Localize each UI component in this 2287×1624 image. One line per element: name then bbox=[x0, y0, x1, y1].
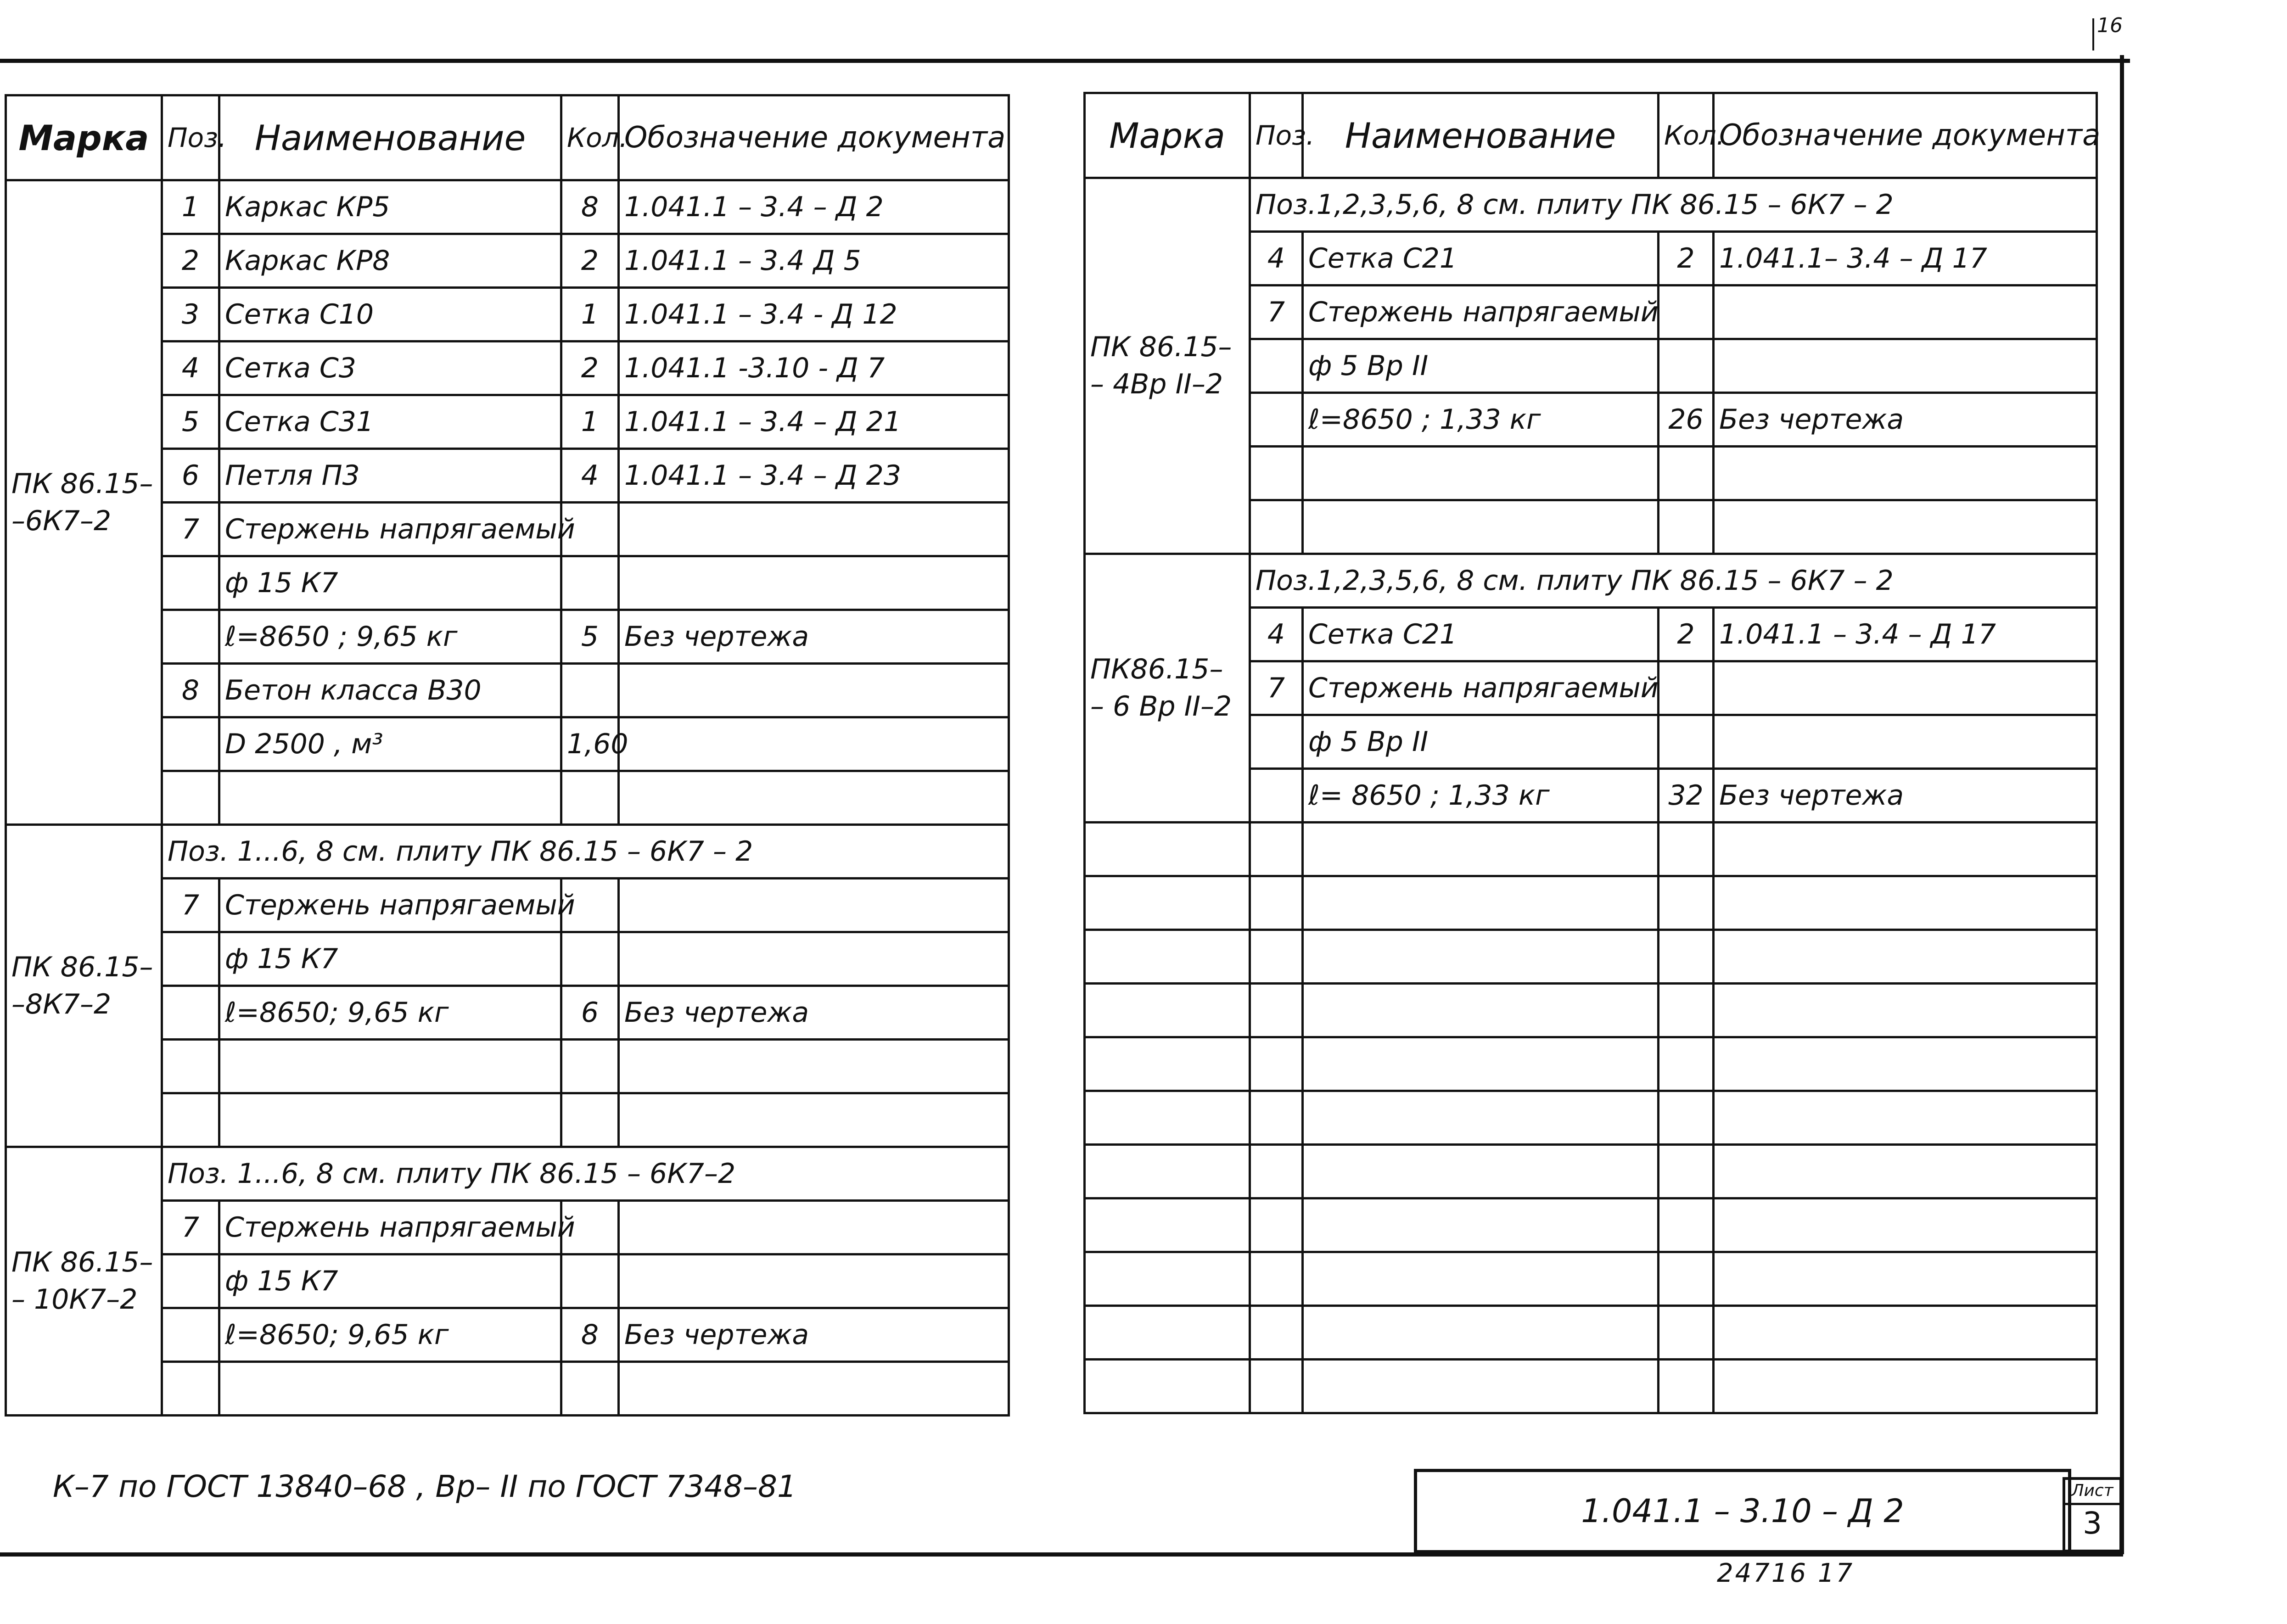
empty-row bbox=[1085, 930, 2097, 984]
name-cell bbox=[1303, 447, 1659, 500]
document-cell bbox=[619, 1040, 1009, 1093]
empty-cell bbox=[1303, 1306, 1659, 1360]
reference-note: Поз.1,2,3,5,6, 8 см. плиту ПК 86.15 – 6К7 – 2 bbox=[1250, 554, 2097, 608]
quantity-cell: 1 bbox=[561, 288, 619, 342]
reference-note: Поз.1,2,3,5,6, 8 см. плиту ПК 86.15 – 6К7 – 2 bbox=[1250, 178, 2097, 232]
name-cell: Стержень напрягаемый bbox=[219, 879, 561, 932]
empty-cell bbox=[1250, 1037, 1303, 1091]
sheet-label: Лист bbox=[2065, 1480, 2119, 1505]
header-qty: Кол. bbox=[561, 95, 619, 180]
header-row bbox=[1085, 93, 2097, 178]
sheet-box bbox=[2063, 1477, 2122, 1552]
empty-cell bbox=[1659, 1252, 1714, 1306]
quantity-cell: 32 bbox=[1659, 769, 1714, 823]
document-cell: Без чертежа bbox=[619, 610, 1009, 664]
quantity-cell: 2 bbox=[1659, 232, 1714, 286]
header-name: Наименование bbox=[219, 95, 561, 180]
quantity-cell bbox=[561, 664, 619, 717]
empty-cell bbox=[1714, 1037, 2097, 1091]
document-cell: 1.041.1 – 3.4 – Д 17 bbox=[1714, 608, 2097, 661]
quantity-cell: 8 bbox=[561, 1308, 619, 1362]
empty-cell bbox=[1085, 1091, 1250, 1145]
right-specification-table bbox=[1083, 92, 2101, 1414]
empty-cell bbox=[1714, 823, 2097, 876]
empty-cell bbox=[1714, 1360, 2097, 1413]
quantity-cell: 26 bbox=[1659, 393, 1714, 447]
empty-cell bbox=[1250, 823, 1303, 876]
name-cell: D 2500 , м³ bbox=[219, 717, 561, 771]
quantity-cell bbox=[561, 1254, 619, 1308]
name-cell: ф 15 К7 bbox=[219, 1254, 561, 1308]
reference-note: Поз. 1...6, 8 см. плиту ПК 86.15 – 6К7 – 2 bbox=[162, 825, 1009, 879]
empty-cell bbox=[1659, 1091, 1714, 1145]
sheet-number: 3 bbox=[2083, 1506, 2102, 1541]
name-cell: Стержень напрягаемый bbox=[1303, 286, 1659, 339]
empty-cell bbox=[1714, 1252, 2097, 1306]
position-cell bbox=[162, 610, 219, 664]
empty-row bbox=[1085, 876, 2097, 930]
empty-cell bbox=[1085, 1198, 1250, 1252]
empty-row bbox=[1085, 1252, 2097, 1306]
empty-cell bbox=[1659, 984, 1714, 1037]
empty-cell bbox=[1303, 823, 1659, 876]
header-row bbox=[6, 95, 1009, 180]
marka-cell: ПК 86.15– – 10К7–2 bbox=[6, 1147, 162, 1416]
document-cell: 1.041.1– 3.4 – Д 17 bbox=[1714, 232, 2097, 286]
name-cell bbox=[219, 1093, 561, 1147]
empty-cell bbox=[1085, 984, 1250, 1037]
quantity-cell bbox=[1659, 447, 1714, 500]
position-cell: 1 bbox=[162, 180, 219, 234]
header-poz: Поз. bbox=[162, 95, 219, 180]
standards-note: К–7 по ГОСТ 13840–68 , Вр– II по ГОСТ 7348–81 bbox=[53, 1469, 796, 1504]
empty-cell bbox=[1250, 1252, 1303, 1306]
document-cell: 1.041.1 – 3.4 – Д 2 bbox=[619, 180, 1009, 234]
document-cell bbox=[1714, 715, 2097, 769]
document-cell: 1.041.1 -3.10 - Д 7 bbox=[619, 342, 1009, 395]
document-cell bbox=[619, 664, 1009, 717]
empty-cell bbox=[1659, 876, 1714, 930]
position-cell bbox=[1250, 715, 1303, 769]
document-cell bbox=[1714, 339, 2097, 393]
empty-cell bbox=[1085, 930, 1250, 984]
position-cell: 7 bbox=[162, 503, 219, 556]
empty-cell bbox=[1303, 1360, 1659, 1413]
position-cell: 6 bbox=[162, 449, 219, 503]
name-cell: ℓ=8650; 9,65 кг bbox=[219, 986, 561, 1040]
document-cell bbox=[619, 1201, 1009, 1254]
position-cell: 7 bbox=[1250, 661, 1303, 715]
empty-cell bbox=[1659, 1360, 1714, 1413]
position-cell: 2 bbox=[162, 234, 219, 288]
empty-cell bbox=[1714, 1306, 2097, 1360]
empty-row bbox=[1085, 1306, 2097, 1360]
empty-cell bbox=[1250, 1360, 1303, 1413]
quantity-cell bbox=[561, 771, 619, 825]
position-cell bbox=[162, 986, 219, 1040]
position-cell: 4 bbox=[162, 342, 219, 395]
quantity-cell bbox=[561, 1362, 619, 1416]
corner-tick bbox=[2092, 18, 2094, 50]
name-cell bbox=[219, 1040, 561, 1093]
empty-cell bbox=[1085, 876, 1250, 930]
position-cell bbox=[162, 717, 219, 771]
name-cell bbox=[219, 1362, 561, 1416]
page-border-bottom bbox=[0, 1552, 2123, 1557]
document-cell: Без чертежа bbox=[1714, 769, 2097, 823]
document-cell bbox=[619, 1254, 1009, 1308]
name-cell: Бетон класса В30 bbox=[219, 664, 561, 717]
position-cell: 4 bbox=[1250, 232, 1303, 286]
empty-cell bbox=[1250, 1306, 1303, 1360]
document-cell: Без чертежа bbox=[619, 1308, 1009, 1362]
empty-row bbox=[1085, 1360, 2097, 1413]
quantity-cell: 2 bbox=[1659, 608, 1714, 661]
position-cell: 7 bbox=[162, 879, 219, 932]
name-cell: Стержень напрягаемый bbox=[219, 503, 561, 556]
empty-cell bbox=[1250, 984, 1303, 1037]
position-cell bbox=[162, 1308, 219, 1362]
document-cell bbox=[1714, 661, 2097, 715]
span-row bbox=[6, 825, 1009, 879]
empty-cell bbox=[1250, 930, 1303, 984]
empty-row bbox=[1085, 984, 2097, 1037]
position-cell bbox=[162, 771, 219, 825]
position-cell bbox=[162, 1040, 219, 1093]
empty-cell bbox=[1303, 930, 1659, 984]
empty-row bbox=[1085, 1091, 2097, 1145]
name-cell: Стержень напрягаемый bbox=[219, 1201, 561, 1254]
empty-cell bbox=[1250, 1198, 1303, 1252]
position-cell: 3 bbox=[162, 288, 219, 342]
quantity-cell bbox=[561, 1040, 619, 1093]
right-table-body bbox=[1085, 178, 2097, 1413]
header-name: Наименование bbox=[1303, 93, 1659, 178]
name-cell: Сетка С3 bbox=[219, 342, 561, 395]
quantity-cell: 1 bbox=[561, 395, 619, 449]
document-cell: 1.041.1 – 3.4 – Д 23 bbox=[619, 449, 1009, 503]
name-cell bbox=[219, 771, 561, 825]
empty-cell bbox=[1085, 1037, 1250, 1091]
name-cell: Сетка С31 bbox=[219, 395, 561, 449]
empty-cell bbox=[1303, 1198, 1659, 1252]
quantity-cell: 5 bbox=[561, 610, 619, 664]
empty-cell bbox=[1250, 1145, 1303, 1198]
marka-cell: ПК86.15– – 6 Вр II–2 bbox=[1085, 554, 1250, 823]
position-cell bbox=[1250, 447, 1303, 500]
quantity-cell: 2 bbox=[561, 342, 619, 395]
header-marka: Марка bbox=[1085, 93, 1250, 178]
empty-cell bbox=[1303, 1252, 1659, 1306]
span-row bbox=[6, 1147, 1009, 1201]
position-cell bbox=[1250, 500, 1303, 554]
page-border-right bbox=[2120, 55, 2124, 1554]
header-poz: Поз. bbox=[1250, 93, 1303, 178]
left-specification-table bbox=[5, 94, 1010, 1417]
name-cell: Стержень напрягаемый bbox=[1303, 661, 1659, 715]
table-row bbox=[6, 180, 1009, 234]
name-cell: Петля П3 bbox=[219, 449, 561, 503]
empty-cell bbox=[1085, 1360, 1250, 1413]
quantity-cell bbox=[1659, 661, 1714, 715]
marka-cell: ПК 86.15– –8К7–2 bbox=[6, 825, 162, 1147]
position-cell bbox=[1250, 339, 1303, 393]
position-cell bbox=[162, 1362, 219, 1416]
name-cell: ф 15 К7 bbox=[219, 556, 561, 610]
name-cell bbox=[1303, 500, 1659, 554]
marka-cell: ПК 86.15– –6К7–2 bbox=[6, 180, 162, 825]
document-cell bbox=[619, 1362, 1009, 1416]
quantity-cell bbox=[561, 556, 619, 610]
position-cell bbox=[162, 1093, 219, 1147]
empty-cell bbox=[1714, 876, 2097, 930]
name-cell: ℓ=8650; 9,65 кг bbox=[219, 1308, 561, 1362]
quantity-cell: 6 bbox=[561, 986, 619, 1040]
span-row bbox=[1085, 178, 2097, 232]
quantity-cell: 4 bbox=[561, 449, 619, 503]
empty-cell bbox=[1085, 1145, 1250, 1198]
page-border-top bbox=[0, 59, 2130, 63]
empty-cell bbox=[1659, 1145, 1714, 1198]
empty-row bbox=[1085, 1198, 2097, 1252]
position-cell: 8 bbox=[162, 664, 219, 717]
position-cell bbox=[1250, 393, 1303, 447]
empty-row bbox=[1085, 1037, 2097, 1091]
document-cell bbox=[619, 717, 1009, 771]
empty-cell bbox=[1250, 876, 1303, 930]
document-cell: 1.041.1 – 3.4 – Д 21 bbox=[619, 395, 1009, 449]
document-cell bbox=[1714, 447, 2097, 500]
name-cell: Каркас КР5 bbox=[219, 180, 561, 234]
empty-cell bbox=[1303, 1037, 1659, 1091]
marka-cell: ПК 86.15– – 4Вр II–2 bbox=[1085, 178, 1250, 554]
quantity-cell bbox=[1659, 715, 1714, 769]
name-cell: ф 5 Вр II bbox=[1303, 339, 1659, 393]
empty-cell bbox=[1659, 930, 1714, 984]
document-code: 1.041.1 – 3.10 – Д 2 bbox=[1581, 1492, 1904, 1530]
name-cell: ф 5 Вр II bbox=[1303, 715, 1659, 769]
quantity-cell: 8 bbox=[561, 180, 619, 234]
document-cell bbox=[619, 1093, 1009, 1147]
document-cell bbox=[1714, 500, 2097, 554]
empty-cell bbox=[1659, 823, 1714, 876]
empty-row bbox=[1085, 1145, 2097, 1198]
empty-cell bbox=[1714, 1091, 2097, 1145]
quantity-cell bbox=[561, 1093, 619, 1147]
document-cell: Без чертежа bbox=[619, 986, 1009, 1040]
quantity-cell bbox=[1659, 286, 1714, 339]
quantity-cell bbox=[561, 932, 619, 986]
document-cell: 1.041.1 – 3.4 Д 5 bbox=[619, 234, 1009, 288]
document-cell bbox=[619, 556, 1009, 610]
quantity-cell bbox=[1659, 500, 1714, 554]
span-row bbox=[1085, 554, 2097, 608]
quantity-cell: 2 bbox=[561, 234, 619, 288]
empty-cell bbox=[1303, 876, 1659, 930]
header-doc: Обозначение документа bbox=[619, 95, 1009, 180]
empty-cell bbox=[1303, 984, 1659, 1037]
left-table-body bbox=[6, 180, 1009, 1416]
empty-cell bbox=[1714, 1145, 2097, 1198]
empty-cell bbox=[1714, 984, 2097, 1037]
empty-cell bbox=[1714, 1198, 2097, 1252]
position-cell: 7 bbox=[1250, 286, 1303, 339]
position-cell bbox=[1250, 769, 1303, 823]
reference-note: Поз. 1...6, 8 см. плиту ПК 86.15 – 6К7–2 bbox=[162, 1147, 1009, 1201]
corner-page-number: 16 bbox=[2097, 14, 2123, 37]
name-cell: Сетка С21 bbox=[1303, 608, 1659, 661]
empty-cell bbox=[1085, 1252, 1250, 1306]
document-cell bbox=[619, 503, 1009, 556]
name-cell: ℓ= 8650 ; 1,33 кг bbox=[1303, 769, 1659, 823]
empty-cell bbox=[1659, 1037, 1714, 1091]
name-cell: ф 15 К7 bbox=[219, 932, 561, 986]
position-cell bbox=[162, 1254, 219, 1308]
position-cell bbox=[162, 932, 219, 986]
name-cell: Сетка С21 bbox=[1303, 232, 1659, 286]
document-cell bbox=[619, 771, 1009, 825]
position-cell: 5 bbox=[162, 395, 219, 449]
name-cell: Сетка С10 bbox=[219, 288, 561, 342]
empty-cell bbox=[1250, 1091, 1303, 1145]
name-cell: ℓ=8650 ; 1,33 кг bbox=[1303, 393, 1659, 447]
footer-number: 24716 17 bbox=[1717, 1558, 1855, 1588]
document-cell: Без чертежа bbox=[1714, 393, 2097, 447]
empty-cell bbox=[1714, 930, 2097, 984]
empty-cell bbox=[1659, 1306, 1714, 1360]
empty-cell bbox=[1659, 1198, 1714, 1252]
position-cell bbox=[162, 556, 219, 610]
name-cell: ℓ=8650 ; 9,65 кг bbox=[219, 610, 561, 664]
name-cell: Каркас КР8 bbox=[219, 234, 561, 288]
document-cell bbox=[1714, 286, 2097, 339]
title-block-stamp bbox=[1414, 1469, 2071, 1553]
quantity-cell: 1,60 bbox=[561, 717, 619, 771]
document-cell bbox=[619, 879, 1009, 932]
position-cell: 4 bbox=[1250, 608, 1303, 661]
quantity-cell bbox=[1659, 339, 1714, 393]
position-cell: 7 bbox=[162, 1201, 219, 1254]
empty-row bbox=[1085, 823, 2097, 876]
header-qty: Кол. bbox=[1659, 93, 1714, 178]
empty-cell bbox=[1303, 1091, 1659, 1145]
empty-cell bbox=[1085, 1306, 1250, 1360]
empty-cell bbox=[1085, 823, 1250, 876]
empty-cell bbox=[1303, 1145, 1659, 1198]
header-marka: Марка bbox=[6, 95, 162, 180]
document-cell: 1.041.1 – 3.4 - Д 12 bbox=[619, 288, 1009, 342]
document-cell bbox=[619, 932, 1009, 986]
header-doc: Обозначение документа bbox=[1714, 93, 2097, 178]
